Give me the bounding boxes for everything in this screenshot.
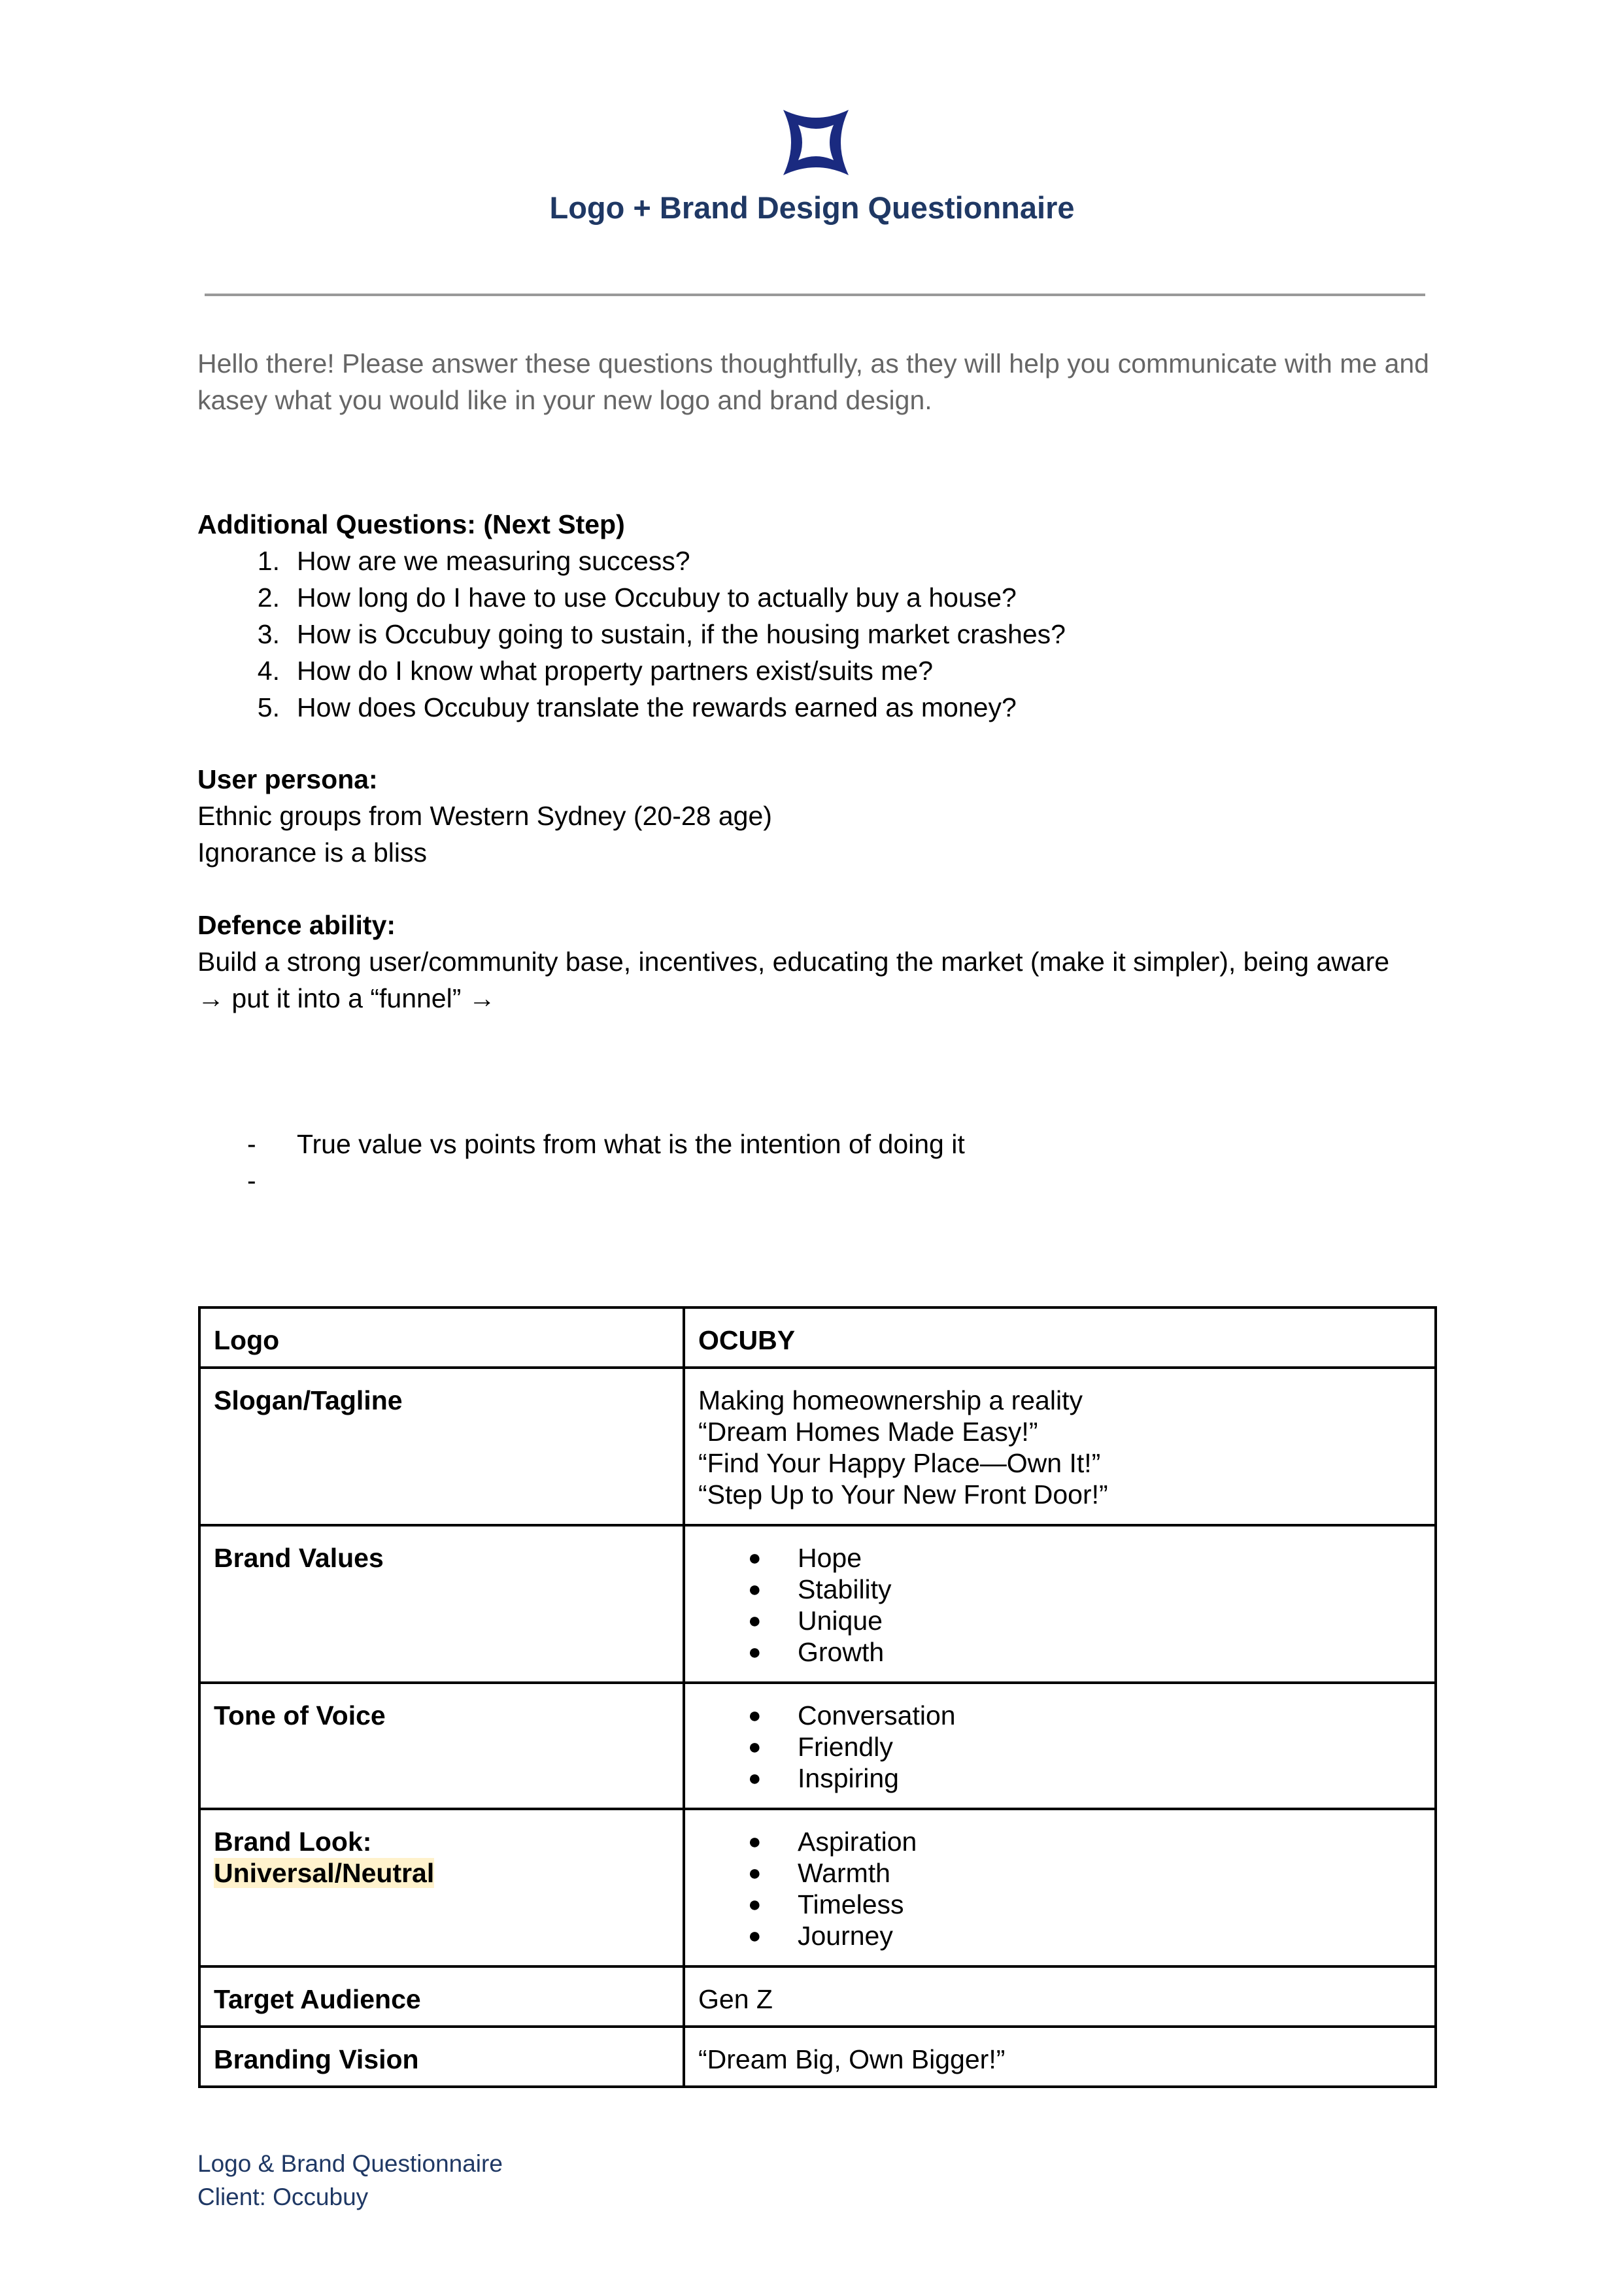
tone-of-voice-cell	[684, 1683, 1436, 1809]
list-item: ● Stability	[698, 1574, 1421, 1605]
additional-questions-heading: Additional Questions: (Next Step)	[197, 509, 625, 539]
brand-look-sublabel	[214, 1857, 669, 1889]
target-audience-label: Target Audience	[199, 1966, 684, 2027]
horizontal-divider	[205, 294, 1425, 296]
intro-paragraph: Hello there! Please answer these questions thoughtfully, as they will help you communicate with me and kasey what you would like in your new logo and brand design.	[197, 348, 1429, 415]
list-item: 2. How long do I have to use Occubuy to actually buy a house?	[257, 582, 1017, 613]
list-item: - True value vs points from what is the intention of doing it	[247, 1129, 965, 1159]
list-item: ● Warmth	[698, 1857, 1421, 1889]
table-row	[199, 1809, 1436, 1966]
slogan-line: “Step Up to Your New Front Door!”	[698, 1479, 1108, 1510]
list-item: ● Growth	[698, 1636, 1421, 1668]
branding-vision-value: “Dream Big, Own Bigger!”	[684, 2027, 1436, 2087]
list-item: 5. How does Occubuy translate the rewards earned as money?	[257, 692, 1017, 722]
additional-questions-list	[197, 543, 1066, 726]
brand-values-list	[698, 1542, 1421, 1668]
page-footer	[197, 2147, 503, 2214]
defence-line: Build a strong user/community base, incentives, educating the market (make it simpler), being aware	[197, 947, 1390, 977]
brand-values-label: Brand Values	[199, 1525, 684, 1683]
slogan-line: “Dream Homes Made Easy!”	[698, 1417, 1038, 1447]
brand-look-label-cell	[199, 1809, 684, 1966]
logo-value: OCUBY	[684, 1307, 1436, 1368]
table-row	[199, 1525, 1436, 1683]
table-row	[199, 1966, 1436, 2027]
tone-of-voice-list	[698, 1700, 1421, 1794]
list-item: 4. How do I know what property partners exist/suits me?	[257, 656, 934, 686]
brand-values-cell	[684, 1525, 1436, 1683]
table-row	[199, 1368, 1436, 1525]
list-item: 3. How is Occubuy going to sustain, if the housing market crashes?	[257, 619, 1066, 649]
brand-table	[198, 1306, 1437, 2088]
dash-list: - True value vs points from what is the intention of doing it -	[197, 1126, 965, 1162]
slogan-cell	[684, 1368, 1436, 1525]
list-item: ● Aspiration	[698, 1826, 1421, 1857]
slogan-line: “Find Your Happy Place—Own It!”	[698, 1448, 1101, 1478]
list-item: ● Hope	[698, 1542, 1421, 1574]
table-row	[199, 2027, 1436, 2087]
list-item: ● Journey	[698, 1920, 1421, 1951]
list-item: 1. How are we measuring success?	[257, 546, 690, 576]
table-row	[199, 1307, 1436, 1368]
slogan-label: Slogan/Tagline	[199, 1368, 684, 1525]
table-row	[199, 1683, 1436, 1809]
list-item: ● Conversation	[698, 1700, 1421, 1731]
user-persona-heading: User persona:	[197, 764, 378, 794]
defence-ability-heading: Defence ability:	[197, 910, 396, 940]
brand-look-list	[698, 1826, 1421, 1951]
persona-line: Ignorance is a bliss	[197, 837, 427, 868]
footer-line: Logo & Brand Questionnaire	[197, 2150, 503, 2177]
highlighted-text: Universal/Neutral	[214, 1858, 435, 1888]
list-item: ● Unique	[698, 1605, 1421, 1636]
footer-line: Client: Occubuy	[197, 2184, 369, 2210]
persona-line: Ethnic groups from Western Sydney (20-28 age)	[197, 801, 772, 831]
target-audience-value: Gen Z	[684, 1966, 1436, 2027]
brand-logo-icon	[777, 103, 855, 182]
list-item: ● Friendly	[698, 1731, 1421, 1763]
slogan-line: Making homeownership a reality	[698, 1385, 1083, 1415]
brand-look-label: Brand Look:	[214, 1827, 372, 1857]
tone-of-voice-label: Tone of Voice	[199, 1683, 684, 1809]
page-title: Logo + Brand Design Questionnaire	[549, 190, 1075, 225]
branding-vision-label: Branding Vision	[199, 2027, 684, 2087]
brand-look-cell	[684, 1809, 1436, 1966]
logo-label: Logo	[199, 1307, 684, 1368]
list-item: ● Timeless	[698, 1889, 1421, 1920]
defence-line: → put it into a “funnel” →	[197, 983, 496, 1013]
list-item: ● Inspiring	[698, 1763, 1421, 1794]
